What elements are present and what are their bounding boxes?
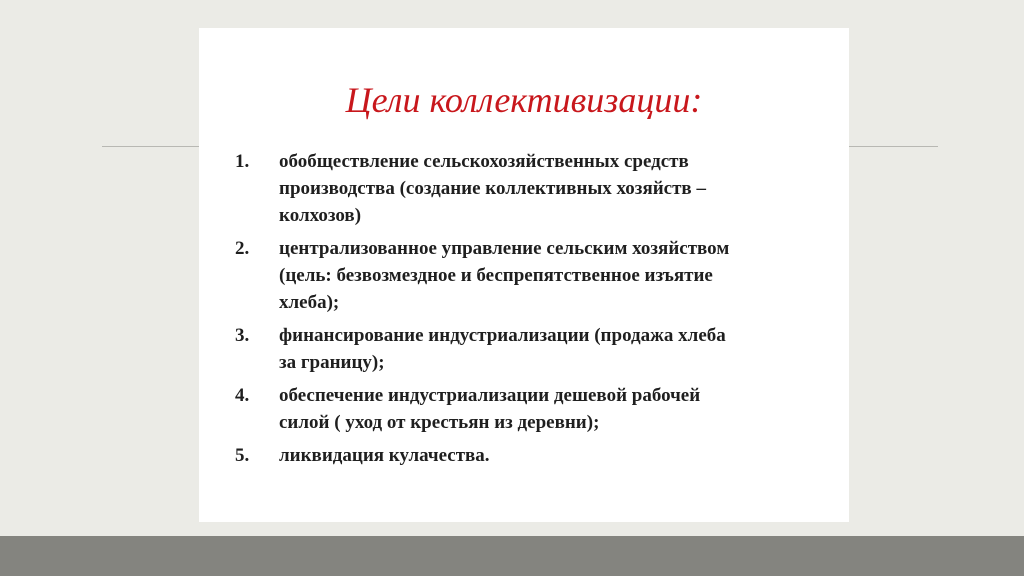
slide-title: Цели коллективизации: bbox=[345, 80, 703, 120]
list-item-number: 1. bbox=[235, 151, 250, 172]
list-item-text: обобществление сельскохозяйственных средств производства (создание коллективных хозяйств – колхозов) bbox=[279, 151, 706, 226]
list-item bbox=[235, 322, 825, 376]
list-item-number: 3. bbox=[235, 325, 250, 346]
slide-content bbox=[199, 28, 849, 522]
list-item bbox=[235, 148, 825, 229]
bottom-bar bbox=[0, 536, 1024, 576]
list-item bbox=[235, 235, 825, 316]
list-item-text: ликвидация кулачества. bbox=[279, 445, 490, 466]
list-item-number: 2. bbox=[235, 238, 250, 259]
list-item-number: 4. bbox=[235, 385, 250, 406]
decorative-rule-right bbox=[846, 146, 938, 147]
list-item bbox=[235, 382, 825, 436]
list-item-text: централизованное управление сельским хозяйством (цель: безвозмездное и беспрепятственное изъятие хлеба); bbox=[279, 238, 730, 313]
list-item-number: 5. bbox=[235, 445, 250, 466]
list-item-text: финансирование индустриализации (продажа хлеба за границу); bbox=[279, 325, 726, 373]
list-item bbox=[235, 442, 825, 469]
decorative-rule-left bbox=[102, 146, 202, 147]
list-item-text: обеспечение индустриализации дешевой рабочей силой ( уход от крестьян из деревни); bbox=[279, 385, 701, 433]
goals-list bbox=[235, 148, 825, 475]
